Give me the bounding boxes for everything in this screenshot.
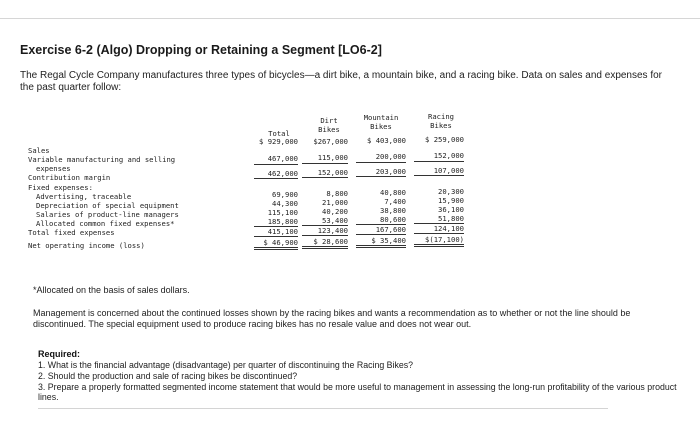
header-racing-line1: Racing bbox=[428, 112, 454, 121]
label-fixed-expenses: Fixed expenses: bbox=[28, 183, 93, 192]
header-dirt-line2: Bikes bbox=[318, 125, 340, 134]
top-divider bbox=[0, 18, 700, 19]
double-underline-net-mountain bbox=[356, 245, 406, 246]
label-net-operating-income: Net operating income (loss) bbox=[28, 241, 145, 250]
required-item-2: 2. Should the production and sale of racing bikes be discontinued? bbox=[38, 370, 298, 381]
cell-net-mountain: $ 35,400 bbox=[371, 236, 406, 245]
label-total-fixed: Total fixed expenses bbox=[28, 228, 115, 237]
cell-depreciation-racing: 15,900 bbox=[438, 196, 464, 205]
required-heading: Required: bbox=[38, 349, 81, 359]
cell-depreciation-total: 44,300 bbox=[272, 199, 298, 208]
cell-advertising-racing: 20,300 bbox=[438, 187, 464, 196]
label-advertising: Advertising, traceable bbox=[36, 192, 132, 201]
required-item-3: 3. Prepare a properly formatted segmented income statement that would be more useful to management in assessing the long-run profitability of the various product lines. bbox=[38, 381, 677, 403]
cell-sales-racing: $ 259,000 bbox=[425, 135, 464, 144]
double-underline-net-dirt bbox=[302, 246, 348, 247]
cell-total-fixed-dirt: 123,400 bbox=[317, 226, 348, 235]
cell-salaries-mountain: 38,800 bbox=[380, 206, 406, 215]
cell-salaries-racing: 36,100 bbox=[438, 205, 464, 214]
label-depreciation: Depreciation of special equipment bbox=[36, 201, 179, 210]
cell-net-racing: $(17,100) bbox=[425, 235, 464, 244]
income-statement-table bbox=[28, 110, 468, 262]
cell-sales-dirt: $267,000 bbox=[313, 137, 348, 146]
underline-variable-total bbox=[254, 164, 298, 165]
cell-total-fixed-mountain: 167,600 bbox=[375, 225, 406, 234]
cell-net-total: $ 46,900 bbox=[263, 238, 298, 247]
cell-salaries-total: 115,100 bbox=[267, 208, 298, 217]
underline-variable-racing bbox=[414, 161, 464, 162]
header-dirt-line1: Dirt bbox=[320, 116, 338, 125]
cell-allocated-dirt: 53,400 bbox=[322, 216, 348, 225]
underline-total-fixed-total bbox=[254, 236, 298, 237]
cell-depreciation-dirt: 21,000 bbox=[322, 198, 348, 207]
management-paragraph: Management is concerned about the continued losses shown by the racing bikes and wants a recommendation as to whether or not the line should be discontinued. The special equipment used to produce racing bikes has no resale value and does not wear out. bbox=[33, 308, 631, 329]
intro-paragraph: The Regal Cycle Company manufactures three types of bicycles—a dirt bike, a mountain bike, and a racing bike. Data on sales and expenses for the past quarter follow: bbox=[20, 70, 663, 93]
header-racing-line2: Bikes bbox=[430, 121, 452, 130]
allocation-footnote: *Allocated on the basis of sales dollars. bbox=[33, 285, 190, 295]
cell-sales-total: $ 929,000 bbox=[259, 137, 298, 146]
required-list bbox=[38, 360, 678, 403]
cell-advertising-total: 69,900 bbox=[272, 190, 298, 199]
cell-depreciation-mountain: 7,400 bbox=[384, 197, 406, 206]
double-underline-net-mountain-2 bbox=[356, 247, 406, 248]
cell-allocated-racing: 51,800 bbox=[438, 214, 464, 223]
cell-allocated-mountain: 80,600 bbox=[380, 215, 406, 224]
cell-sales-mountain: $ 403,000 bbox=[367, 136, 406, 145]
cell-salaries-dirt: 40,200 bbox=[322, 207, 348, 216]
label-contribution: Contribution margin bbox=[28, 173, 111, 182]
cell-contribution-mountain: 203,000 bbox=[375, 167, 406, 176]
cell-variable-dirt: 115,000 bbox=[317, 153, 348, 162]
cell-contribution-total: 462,000 bbox=[267, 169, 298, 178]
double-underline-net-total-2 bbox=[254, 249, 298, 250]
label-salaries: Salaries of product-line managers bbox=[36, 210, 179, 219]
underline-variable-dirt bbox=[302, 163, 348, 164]
cell-advertising-mountain: 40,800 bbox=[380, 188, 406, 197]
double-underline-net-racing-2 bbox=[414, 246, 464, 247]
double-underline-net-racing bbox=[414, 244, 464, 245]
label-variable-line1: Variable manufacturing and selling bbox=[28, 155, 176, 164]
cell-total-fixed-total: 415,100 bbox=[267, 227, 298, 236]
underline-total-fixed-dirt bbox=[302, 235, 348, 236]
underline-contribution-total bbox=[254, 178, 298, 179]
cell-variable-total: 467,000 bbox=[267, 154, 298, 163]
cell-variable-mountain: 200,000 bbox=[375, 152, 406, 161]
cell-total-fixed-racing: 124,100 bbox=[433, 224, 464, 233]
double-underline-net-total bbox=[254, 247, 298, 248]
bottom-divider bbox=[38, 408, 608, 409]
underline-total-fixed-mountain bbox=[356, 234, 406, 235]
cell-allocated-total: 185,800 bbox=[267, 217, 298, 226]
cell-advertising-dirt: 8,800 bbox=[326, 189, 348, 198]
underline-contribution-dirt bbox=[302, 177, 348, 178]
header-mountain-line2: Bikes bbox=[370, 122, 392, 131]
underline-contribution-racing bbox=[414, 175, 464, 176]
underline-variable-mountain bbox=[356, 162, 406, 163]
cell-contribution-racing: 107,000 bbox=[433, 166, 464, 175]
header-mountain-line1: Mountain bbox=[363, 113, 399, 122]
double-underline-net-dirt-2 bbox=[302, 248, 348, 249]
required-item-1: 1. What is the financial advantage (disadvantage) per quarter of discontinuing the Racing Bikes? bbox=[38, 360, 414, 370]
cell-variable-racing: 152,000 bbox=[433, 151, 464, 160]
cell-net-dirt: $ 28,600 bbox=[313, 237, 348, 246]
underline-contribution-mountain bbox=[356, 176, 406, 177]
label-allocated: Allocated common fixed expenses* bbox=[36, 219, 175, 228]
exercise-title: Exercise 6-2 (Algo) Dropping or Retaining a Segment [LO6-2] bbox=[20, 43, 382, 57]
label-sales: Sales bbox=[28, 146, 50, 155]
cell-contribution-dirt: 152,000 bbox=[317, 168, 348, 177]
header-total: Total bbox=[268, 129, 290, 138]
underline-total-fixed-racing bbox=[414, 233, 464, 234]
label-variable-line2: expenses bbox=[36, 164, 71, 173]
